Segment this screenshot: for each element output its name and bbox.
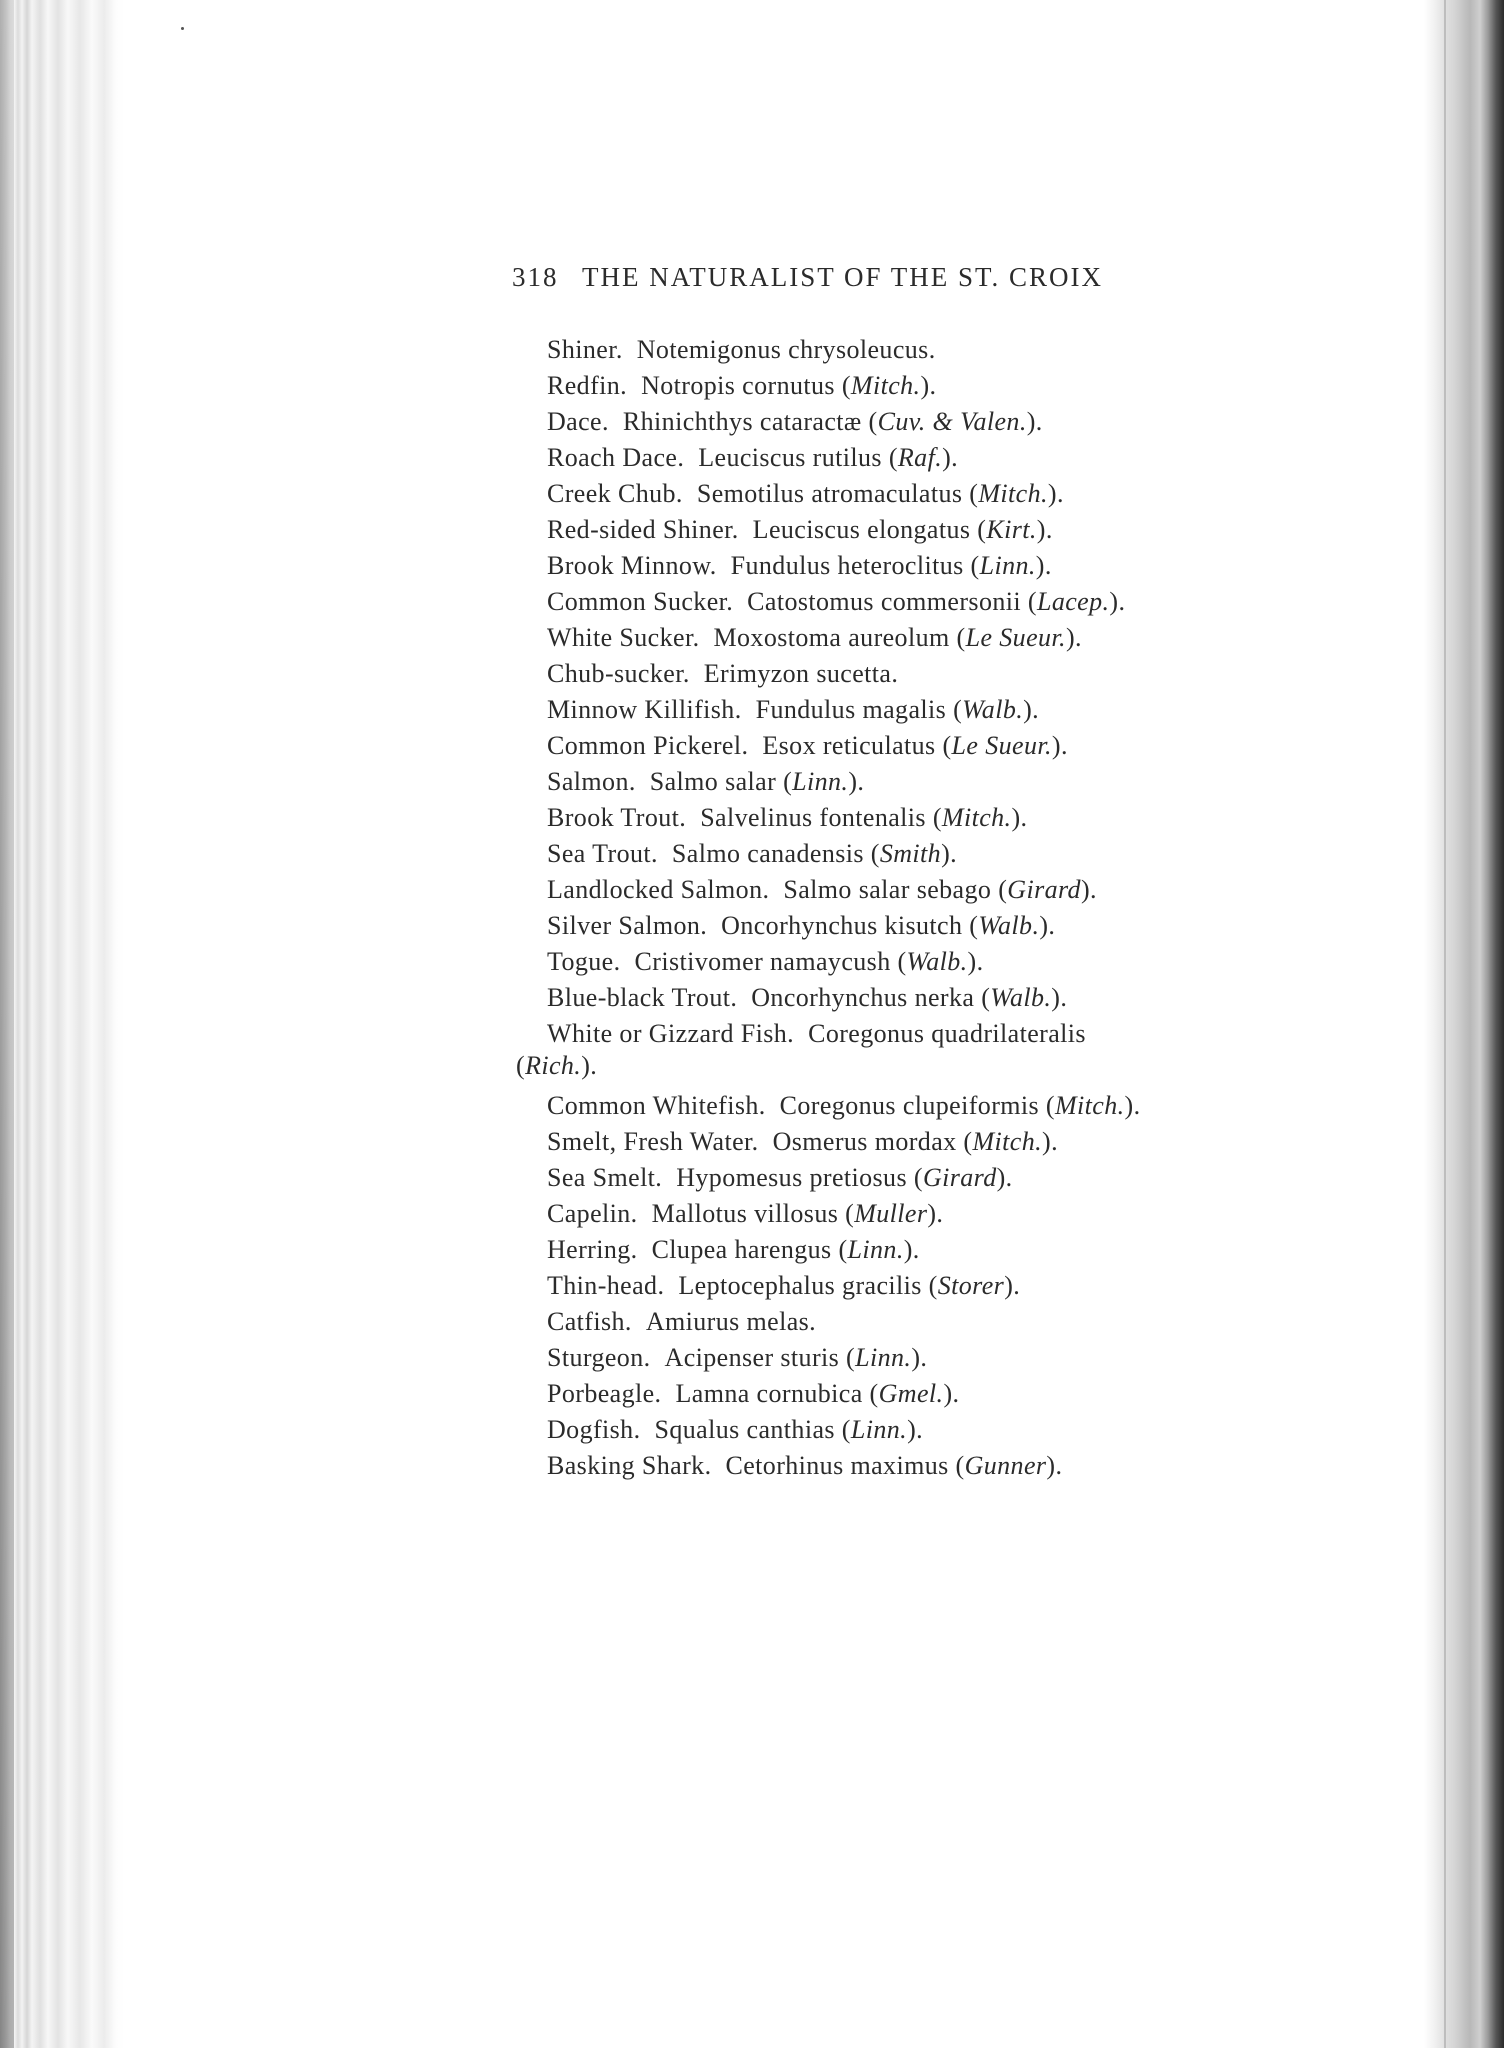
authority: Storer xyxy=(937,1271,1005,1300)
species-entry xyxy=(516,1090,1276,1126)
authority: Walb. xyxy=(962,695,1024,724)
scientific-name: Oncorhynchus kisutch ( xyxy=(721,911,979,940)
scientific-name: Esox reticulatus ( xyxy=(762,731,952,760)
common-name: Basking Shark. xyxy=(547,1451,712,1480)
species-entry xyxy=(516,1126,1276,1162)
scientific-name: Notemigonus chrysoleucus. xyxy=(636,335,936,364)
authority: Linn. xyxy=(979,551,1036,580)
common-name: Capelin. xyxy=(547,1199,638,1228)
closing-punctuation: ). xyxy=(1109,587,1126,616)
closing-punctuation: ). xyxy=(1011,803,1028,832)
species-entry xyxy=(516,1450,1276,1486)
closing-punctuation: ). xyxy=(1042,1127,1059,1156)
common-name: Sturgeon. xyxy=(547,1343,651,1372)
scientific-name: Hypomesus pretiosus ( xyxy=(676,1163,923,1192)
common-name: Thin-head. xyxy=(547,1271,665,1300)
authority: Walb. xyxy=(990,983,1052,1012)
scientific-name: Moxostoma aureolum ( xyxy=(713,623,966,652)
closing-punctuation: ). xyxy=(1080,875,1097,904)
common-name: Red-sided Shiner. xyxy=(547,515,739,544)
species-entry xyxy=(516,1270,1276,1306)
scientific-name: Squalus canthias ( xyxy=(654,1415,851,1444)
common-name: Brook Minnow. xyxy=(547,551,717,580)
common-name: Common Sucker. xyxy=(547,587,734,616)
species-entry xyxy=(516,982,1276,1018)
closing-punctuation: ). xyxy=(581,1051,598,1080)
species-entry xyxy=(516,1378,1276,1414)
scientific-name: Leptocephalus gracilis ( xyxy=(678,1271,938,1300)
closing-punctuation: ). xyxy=(941,839,958,868)
authority: Mitch. xyxy=(941,803,1012,832)
scientific-name: Leuciscus rutilus ( xyxy=(698,443,898,472)
authority: Gmel. xyxy=(878,1379,944,1408)
closing-punctuation: ). xyxy=(996,1163,1013,1192)
scientific-name: Fundulus magalis ( xyxy=(755,695,963,724)
species-list xyxy=(516,334,1276,1486)
species-entry xyxy=(516,334,1276,370)
closing-punctuation: ). xyxy=(1046,1451,1063,1480)
closing-punctuation: ). xyxy=(903,1235,920,1264)
authority: Linn. xyxy=(855,1343,912,1372)
scientific-name: Salmo salar sebago ( xyxy=(783,875,1008,904)
closing-punctuation: ). xyxy=(943,1379,960,1408)
species-entry xyxy=(516,946,1276,982)
species-entry xyxy=(516,730,1276,766)
species-entry xyxy=(516,1162,1276,1198)
running-title: THE NATURALIST OF THE ST. CROIX xyxy=(582,262,1104,292)
page-number: 318 xyxy=(512,262,559,292)
species-entry xyxy=(516,1018,1276,1090)
scientific-name: Cetorhinus maximus ( xyxy=(725,1451,965,1480)
authority: Girard xyxy=(1007,875,1081,904)
scientific-name: Oncorhynchus nerka ( xyxy=(751,983,991,1012)
scientific-name: Salmo salar ( xyxy=(649,767,793,796)
closing-punctuation: ). xyxy=(1047,479,1064,508)
scientific-name: Lamna cornubica ( xyxy=(675,1379,879,1408)
continued-line: (Rich.). xyxy=(516,1051,598,1080)
species-entry xyxy=(516,838,1276,874)
scientific-name: Semotilus atromaculatus ( xyxy=(696,479,979,508)
common-name: Blue-black Trout. xyxy=(547,983,738,1012)
closing-punctuation: ). xyxy=(927,1199,944,1228)
closing-punctuation: ). xyxy=(1124,1091,1141,1120)
common-name: Catfish. xyxy=(547,1307,632,1336)
species-entry xyxy=(516,1414,1276,1450)
scientific-name: Acipenser sturis ( xyxy=(664,1343,856,1372)
common-name: Common Whitefish. xyxy=(547,1091,766,1120)
closing-punctuation: ). xyxy=(1065,623,1082,652)
scientific-name: Amiurus melas. xyxy=(645,1307,817,1336)
closing-punctuation: ). xyxy=(907,1415,924,1444)
species-entry xyxy=(516,1198,1276,1234)
scientific-name: Leuciscus elongatus ( xyxy=(752,515,987,544)
common-name: Chub-sucker. xyxy=(547,659,690,688)
closing-punctuation: ). xyxy=(1039,911,1056,940)
scientific-name: Salvelinus fontenalis ( xyxy=(700,803,942,832)
scientific-name: Fundulus heteroclitus ( xyxy=(730,551,980,580)
authority: Le Sueur. xyxy=(951,731,1052,760)
common-name: Creek Chub. xyxy=(547,479,683,508)
species-entry xyxy=(516,586,1276,622)
authority: Cuv. & Valen. xyxy=(877,407,1027,436)
species-entry xyxy=(516,442,1276,478)
common-name: Silver Salmon. xyxy=(547,911,708,940)
authority: Linn. xyxy=(792,767,849,796)
authority: Rich. xyxy=(525,1051,582,1080)
authority: Walb. xyxy=(978,911,1040,940)
closing-punctuation: ). xyxy=(967,947,984,976)
authority: Linn. xyxy=(847,1235,904,1264)
authority: Muller xyxy=(854,1199,928,1228)
closing-punctuation: ). xyxy=(1023,695,1040,724)
common-name: Dogfish. xyxy=(547,1415,641,1444)
species-entry xyxy=(516,370,1276,406)
species-entry xyxy=(516,550,1276,586)
closing-punctuation: ). xyxy=(911,1343,928,1372)
common-name: Togue. xyxy=(547,947,621,976)
running-head xyxy=(512,262,1224,302)
scientific-name: Erimyzon sucetta. xyxy=(703,659,899,688)
species-entry xyxy=(516,802,1276,838)
scientific-name: Notropis cornutus ( xyxy=(641,371,851,400)
authority: Linn. xyxy=(850,1415,908,1444)
common-name: Brook Trout. xyxy=(547,803,687,832)
common-name: Minnow Killifish. xyxy=(547,695,742,724)
common-name: Shiner. xyxy=(547,335,623,364)
common-name: Sea Smelt. xyxy=(547,1163,663,1192)
species-entry xyxy=(516,1306,1276,1342)
scientific-name: Catostomus commersonii ( xyxy=(747,587,1037,616)
common-name: White Sucker. xyxy=(547,623,700,652)
authority: Mitch. xyxy=(978,479,1048,508)
common-name: Smelt, Fresh Water. xyxy=(547,1127,759,1156)
species-entry xyxy=(516,694,1276,730)
species-entry xyxy=(516,874,1276,910)
closing-punctuation: ). xyxy=(1051,983,1068,1012)
species-entry xyxy=(516,910,1276,946)
species-entry xyxy=(516,1234,1276,1270)
closing-punctuation: ). xyxy=(920,371,937,400)
closing-punctuation: ). xyxy=(942,443,959,472)
authority: Girard xyxy=(922,1163,997,1192)
scientific-name: Cristivomer namaycush ( xyxy=(634,947,907,976)
common-name: Redfin. xyxy=(547,371,628,400)
scientific-name: Salmo canadensis ( xyxy=(671,839,880,868)
authority: Smith xyxy=(879,839,942,868)
common-name: Herring. xyxy=(547,1235,638,1264)
common-name: Dace. xyxy=(547,407,609,436)
authority: Le Sueur. xyxy=(965,623,1066,652)
authority: Kirt. xyxy=(986,515,1037,544)
authority: Mitch. xyxy=(1054,1091,1125,1120)
common-name: Landlocked Salmon. xyxy=(547,875,770,904)
scientific-name: Osmerus mordax ( xyxy=(772,1127,973,1156)
authority: Walb. xyxy=(906,947,968,976)
closing-punctuation: ). xyxy=(1035,551,1052,580)
species-entry xyxy=(516,766,1276,802)
authority: Lacep. xyxy=(1036,587,1110,616)
scientific-name: Rhinichthys cataractæ ( xyxy=(622,407,878,436)
common-name: Sea Trout. xyxy=(547,839,658,868)
scientific-name: Coregonus clupeiformis ( xyxy=(779,1091,1055,1120)
authority: Raf. xyxy=(897,443,943,472)
common-name: Porbeagle. xyxy=(547,1379,662,1408)
common-name: Common Pickerel. xyxy=(547,731,749,760)
species-entry xyxy=(516,478,1276,514)
species-entry xyxy=(516,658,1276,694)
species-entry xyxy=(516,622,1276,658)
closing-punctuation: ). xyxy=(848,767,865,796)
authority: Mitch. xyxy=(972,1127,1043,1156)
common-name: White or Gizzard Fish. xyxy=(547,1019,795,1048)
species-entry xyxy=(516,406,1276,442)
species-entry xyxy=(516,514,1276,550)
closing-punctuation: ). xyxy=(1036,515,1053,544)
authority: Gunner xyxy=(964,1451,1047,1480)
authority: Mitch. xyxy=(850,371,921,400)
scientific-name: Clupea harengus ( xyxy=(651,1235,848,1264)
closing-punctuation: ). xyxy=(1026,407,1043,436)
common-name: Salmon. xyxy=(547,767,636,796)
closing-punctuation: ). xyxy=(1051,731,1068,760)
common-name: Roach Dace. xyxy=(547,443,685,472)
scientific-name: Mallotus villosus ( xyxy=(651,1199,855,1228)
species-entry xyxy=(516,1342,1276,1378)
closing-punctuation: ). xyxy=(1004,1271,1021,1300)
scientific-name: Coregonus quadrilateralis xyxy=(808,1019,1086,1048)
